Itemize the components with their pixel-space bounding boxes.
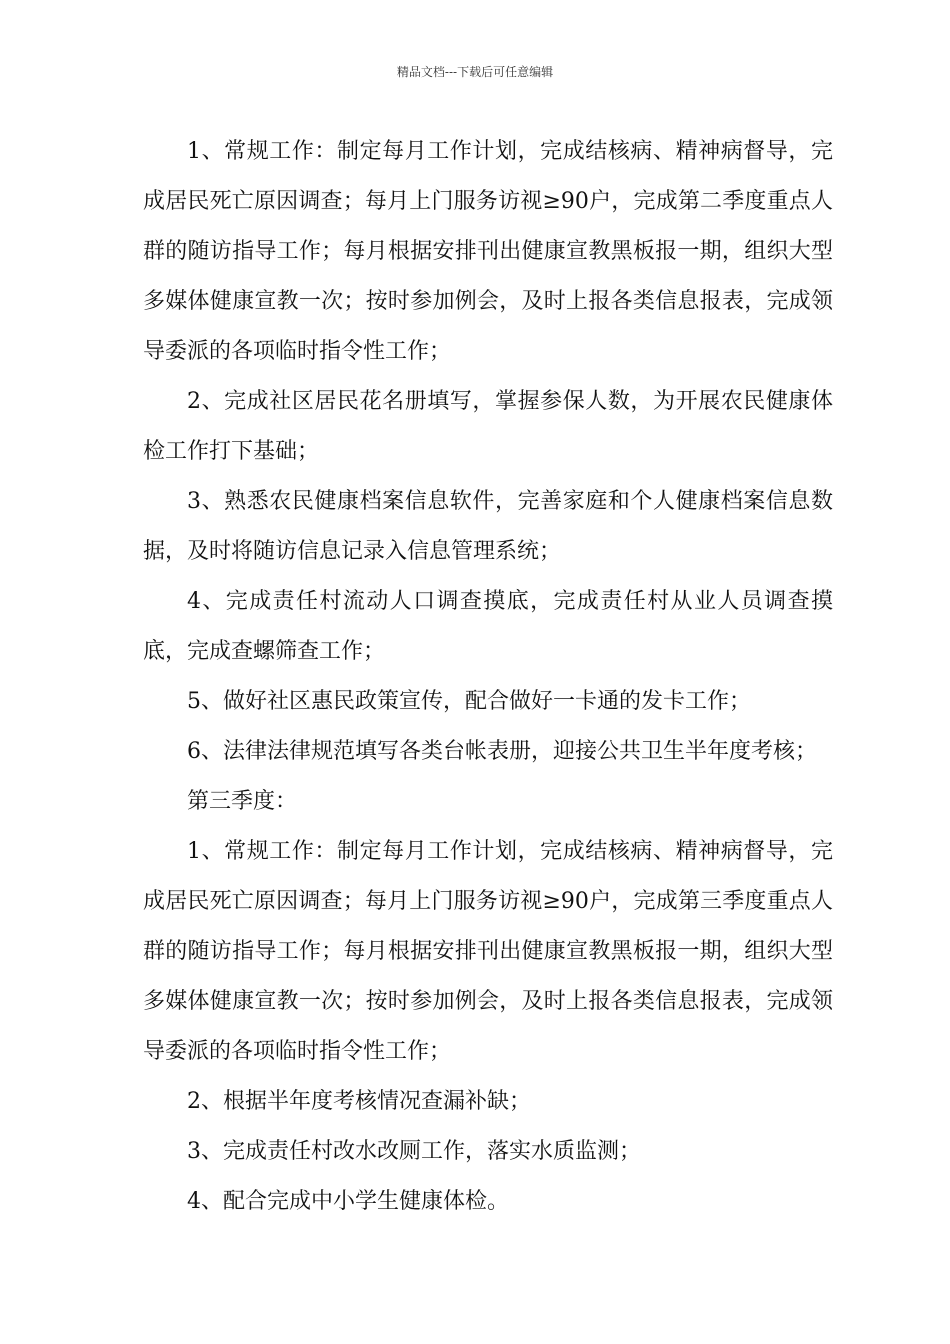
paragraph-q2-ledger-review: 6、法律法律规范填写各类台帐表册，迎接公共卫生半年度考核； — [187, 739, 817, 764]
paragraph-q2-routine-work: 1、常规工作：制定每月工作计划，完成结核病、精神病督导，完成居民死亡原因调查；每月上门服务访视≥90户，完成第二季度重点人群的随访指导工作；每月根据安排刊出健康宣教黑板报一期，组织大型多媒体健康宣教一次；按时参加例会，及时上报各类信息报表，完成领导委派的各项临时指令性工作； — [143, 139, 833, 364]
paragraph-q2-population-survey: 4、完成责任村流动人口调查摸底，完成责任村从业人员调查摸底，完成查螺筛查工作； — [143, 589, 833, 664]
paragraph-q3-student-checkup: 4、配合完成中小学生健康体检。 — [187, 1189, 509, 1214]
paragraph-q2-resident-roster: 2、完成社区居民花名册填写，掌握参保人数，为开展农民健康体检工作打下基础； — [143, 389, 833, 464]
document-body — [143, 127, 833, 1227]
paragraph-q2-policy-publicity: 5、做好社区惠民政策宣传，配合做好一卡通的发卡工作； — [187, 689, 751, 714]
paragraph-q3-gap-filling: 2、根据半年度考核情况查漏补缺； — [187, 1089, 531, 1114]
page-header: 精品文档---下载后可任意编辑 — [396, 65, 554, 79]
paragraph-q3-water-sanitation: 3、完成责任村改水改厕工作，落实水质监测； — [187, 1139, 641, 1164]
paragraph-q2-health-records: 3、熟悉农民健康档案信息软件，完善家庭和个人健康档案信息数据，及时将随访信息记录入信息管理系统； — [143, 489, 833, 564]
paragraph-q3-routine-work: 1、常规工作：制定每月工作计划，完成结核病、精神病督导，完成居民死亡原因调查；每月上门服务访视≥90户，完成第三季度重点人群的随访指导工作；每月根据安排刊出健康宣教黑板报一期，组织大型多媒体健康宣教一次；按时参加例会，及时上报各类信息报表，完成领导委派的各项临时指令性工作； — [143, 839, 833, 1064]
section-heading-q3: 第三季度： — [187, 789, 298, 814]
